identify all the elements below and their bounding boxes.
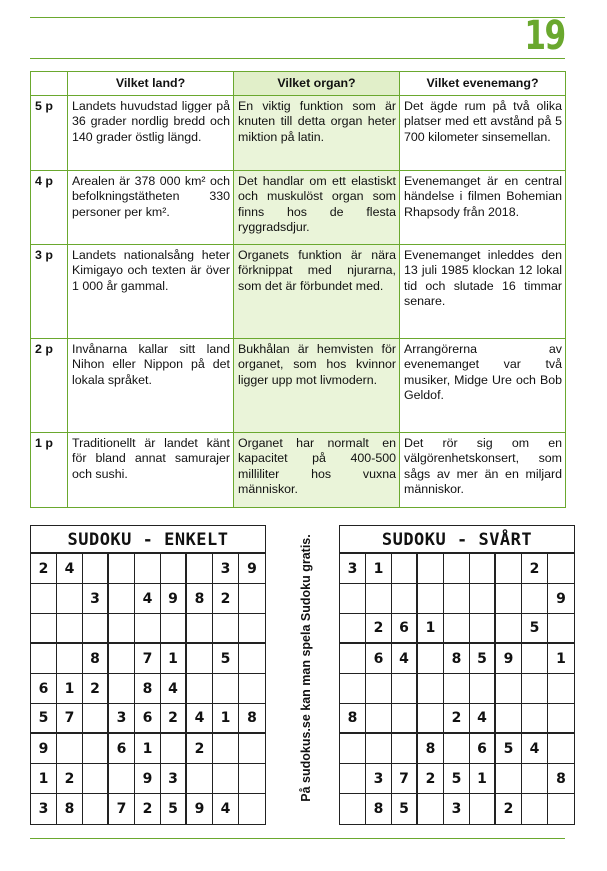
sudoku-cell[interactable] — [31, 614, 57, 644]
sudoku-cell[interactable] — [187, 614, 213, 644]
sudoku-cell[interactable]: 9 — [239, 554, 265, 584]
sudoku-cell[interactable] — [31, 644, 57, 674]
sudoku-cell[interactable] — [340, 764, 366, 794]
organ-header: Vilket organ? — [234, 72, 400, 96]
sudoku-cell[interactable] — [392, 734, 418, 764]
sudoku-cell[interactable] — [548, 614, 574, 644]
quiz-row-3p — [31, 245, 566, 339]
header-divider — [30, 58, 565, 59]
sudoku-cell[interactable] — [444, 614, 470, 644]
sudoku-cell[interactable]: 4 — [392, 644, 418, 674]
land-clue: Invånarna kallar sitt land Nihon eller Nippon på det lokala språket. — [68, 339, 234, 433]
sudoku-cell[interactable]: 3 — [31, 794, 57, 824]
sudoku-cell[interactable] — [470, 674, 496, 704]
sudoku-cell[interactable]: 8 — [340, 704, 366, 734]
sudoku-cell[interactable]: 9 — [548, 584, 574, 614]
sudoku-cell[interactable] — [392, 584, 418, 614]
sudoku-cell[interactable]: 4 — [522, 734, 548, 764]
sudoku-cell[interactable] — [366, 704, 392, 734]
sudoku-cell[interactable] — [548, 674, 574, 704]
sudoku-cell[interactable]: 9 — [161, 584, 187, 614]
sudoku-cell[interactable] — [496, 614, 522, 644]
sudoku-cell[interactable] — [522, 794, 548, 824]
sudoku-cell[interactable] — [522, 644, 548, 674]
sudoku-cell[interactable]: 4 — [57, 554, 83, 584]
sudoku-cell[interactable]: 1 — [213, 704, 239, 734]
sudoku-cell[interactable]: 4 — [213, 794, 239, 824]
sudoku-cell[interactable] — [392, 674, 418, 704]
sudoku-cell[interactable]: 8 — [239, 704, 265, 734]
sudoku-cell[interactable] — [161, 734, 187, 764]
sudoku-cell[interactable] — [366, 734, 392, 764]
sudoku-cell[interactable]: 4 — [161, 674, 187, 704]
sudoku-cell[interactable] — [392, 704, 418, 734]
sudoku-cell[interactable] — [161, 614, 187, 644]
top-divider — [30, 17, 565, 18]
sudoku-cell[interactable] — [187, 674, 213, 704]
sudoku-easy-grid — [30, 552, 266, 825]
sudoku-cell[interactable]: 4 — [187, 704, 213, 734]
sudoku-note: På sudokus.se kan man spela Sudoku gratis. — [299, 534, 313, 802]
sudoku-cell[interactable] — [239, 584, 265, 614]
sudoku-hard-title: SUDOKU - SVÅRT — [339, 525, 575, 552]
sudoku-cell[interactable] — [109, 674, 135, 704]
sudoku-cell[interactable]: 3 — [366, 764, 392, 794]
sudoku-cell[interactable] — [83, 704, 109, 734]
sudoku-cell[interactable]: 6 — [366, 644, 392, 674]
sudoku-cell[interactable]: 5 — [470, 644, 496, 674]
sudoku-cell[interactable]: 8 — [135, 674, 161, 704]
sudoku-cell[interactable]: 2 — [135, 794, 161, 824]
sudoku-cell[interactable] — [57, 644, 83, 674]
sudoku-cell[interactable] — [366, 584, 392, 614]
sudoku-cell[interactable]: 9 — [135, 764, 161, 794]
sudoku-cell[interactable] — [418, 704, 444, 734]
sudoku-cell[interactable] — [418, 554, 444, 584]
organ-clue: Det handlar om ett elastiskt och muskulöst organ som finns hos de flesta ryggradsdjur. — [234, 171, 400, 245]
land-clue: Traditionellt är landet känt för bland annat samurajer och sushi. — [68, 433, 234, 508]
sudoku-cell[interactable]: 8 — [83, 644, 109, 674]
event-header: Vilket evenemang? — [400, 72, 566, 96]
sudoku-cell[interactable] — [239, 794, 265, 824]
sudoku-cell[interactable] — [340, 614, 366, 644]
sudoku-cell[interactable] — [522, 674, 548, 704]
organ-clue: Bukhålan är hemvisten för organet, som hos kvinnor ligger upp mot livmodern. — [234, 339, 400, 433]
sudoku-cell[interactable] — [213, 764, 239, 794]
land-clue: Arealen är 378 000 km² och befolkningstätheten 330 personer per km². — [68, 171, 234, 245]
sudoku-cell[interactable]: 1 — [161, 644, 187, 674]
sudoku-cell[interactable] — [83, 734, 109, 764]
sudoku-cell[interactable]: 2 — [366, 614, 392, 644]
sudoku-cell[interactable] — [470, 584, 496, 614]
sudoku-cell[interactable]: 2 — [31, 554, 57, 584]
sudoku-cell[interactable] — [109, 764, 135, 794]
sudoku-cell[interactable]: 8 — [418, 734, 444, 764]
sudoku-cell[interactable]: 7 — [109, 794, 135, 824]
sudoku-cell[interactable] — [496, 674, 522, 704]
sudoku-cell[interactable]: 1 — [470, 764, 496, 794]
sudoku-cell[interactable]: 2 — [161, 704, 187, 734]
quiz-row-2p — [31, 339, 566, 433]
sudoku-cell[interactable] — [239, 644, 265, 674]
sudoku-cell[interactable] — [418, 644, 444, 674]
sudoku-cell[interactable]: 2 — [83, 674, 109, 704]
sudoku-cell[interactable] — [213, 674, 239, 704]
sudoku-cell[interactable] — [340, 794, 366, 824]
sudoku-cell[interactable] — [522, 584, 548, 614]
quiz-table — [30, 71, 566, 508]
sudoku-cell[interactable]: 1 — [57, 674, 83, 704]
sudoku-cell[interactable]: 5 — [392, 794, 418, 824]
sudoku-cell[interactable] — [418, 584, 444, 614]
sudoku-cell[interactable] — [239, 734, 265, 764]
sudoku-easy-title: SUDOKU - ENKELT — [30, 525, 266, 552]
sudoku-cell[interactable] — [83, 794, 109, 824]
sudoku-cell[interactable] — [496, 764, 522, 794]
sudoku-cell[interactable]: 2 — [213, 584, 239, 614]
sudoku-cell[interactable]: 2 — [418, 764, 444, 794]
event-clue: Det rör sig om en välgörenhetskonsert, som sågs av mer än en miljard människor. — [400, 433, 566, 508]
sudoku-cell[interactable]: 1 — [366, 554, 392, 584]
sudoku-cell[interactable]: 8 — [57, 794, 83, 824]
sudoku-cell[interactable] — [109, 644, 135, 674]
sudoku-cell[interactable] — [470, 614, 496, 644]
sudoku-cell[interactable] — [522, 764, 548, 794]
sudoku-cell[interactable]: 5 — [496, 734, 522, 764]
sudoku-cell[interactable]: 1 — [31, 764, 57, 794]
sudoku-cell[interactable] — [187, 764, 213, 794]
sudoku-cell[interactable] — [340, 674, 366, 704]
points-header — [31, 72, 68, 96]
sudoku-cell[interactable] — [444, 554, 470, 584]
sudoku-cell[interactable]: 1 — [135, 734, 161, 764]
quiz-row-4p — [31, 171, 566, 245]
sudoku-cell[interactable] — [340, 644, 366, 674]
sudoku-cell[interactable]: 2 — [522, 554, 548, 584]
sudoku-hard — [339, 525, 575, 825]
sudoku-cell[interactable] — [187, 644, 213, 674]
sudoku-easy — [30, 525, 266, 825]
sudoku-cell[interactable] — [444, 584, 470, 614]
sudoku-cell[interactable] — [109, 614, 135, 644]
sudoku-cell[interactable]: 5 — [31, 704, 57, 734]
sudoku-cell[interactable]: 7 — [57, 704, 83, 734]
sudoku-cell[interactable]: 2 — [496, 794, 522, 824]
sudoku-cell[interactable] — [135, 554, 161, 584]
sudoku-cell[interactable] — [418, 794, 444, 824]
sudoku-cell[interactable]: 2 — [187, 734, 213, 764]
sudoku-cell[interactable] — [213, 614, 239, 644]
sudoku-cell[interactable]: 8 — [548, 764, 574, 794]
sudoku-cell[interactable]: 7 — [135, 644, 161, 674]
sudoku-cell[interactable]: 6 — [109, 734, 135, 764]
points-label: 4 p — [31, 171, 68, 245]
sudoku-cell[interactable]: 5 — [161, 794, 187, 824]
sudoku-cell[interactable] — [496, 554, 522, 584]
sudoku-cell[interactable]: 3 — [444, 794, 470, 824]
sudoku-cell[interactable]: 1 — [418, 614, 444, 644]
sudoku-cell[interactable] — [392, 554, 418, 584]
sudoku-cell[interactable] — [548, 734, 574, 764]
sudoku-cell[interactable] — [83, 764, 109, 794]
sudoku-cell[interactable] — [522, 704, 548, 734]
sudoku-cell[interactable] — [83, 554, 109, 584]
sudoku-cell[interactable]: 3 — [109, 704, 135, 734]
sudoku-cell[interactable]: 5 — [213, 644, 239, 674]
land-clue: Landets nationalsång heter Kimigayo och texten är över 1 000 år gammal. — [68, 245, 234, 339]
sudoku-cell[interactable] — [135, 614, 161, 644]
event-clue: Evenemanget inleddes den 13 juli 1985 klockan 12 lokal tid och slutade 16 timmar senare. — [400, 245, 566, 339]
sudoku-cell[interactable]: 9 — [496, 644, 522, 674]
sudoku-cell[interactable] — [57, 614, 83, 644]
sudoku-cell[interactable]: 9 — [31, 734, 57, 764]
sudoku-cell[interactable] — [31, 584, 57, 614]
sudoku-cell[interactable] — [213, 734, 239, 764]
organ-clue: En viktig funktion som är knuten till detta organ heter miktion på latin. — [234, 96, 400, 171]
sudoku-cell[interactable] — [57, 584, 83, 614]
sudoku-cell[interactable]: 8 — [444, 644, 470, 674]
sudoku-cell[interactable] — [340, 734, 366, 764]
sudoku-cell[interactable]: 3 — [213, 554, 239, 584]
sudoku-cell[interactable] — [239, 674, 265, 704]
sudoku-cell[interactable]: 2 — [57, 764, 83, 794]
sudoku-cell[interactable] — [239, 614, 265, 644]
points-label: 1 p — [31, 433, 68, 508]
sudoku-cell[interactable]: 6 — [470, 734, 496, 764]
sudoku-cell[interactable] — [109, 584, 135, 614]
event-clue: Det ägde rum på två olika platser med ett avstånd på 5 700 kilometer sinsemellan. — [400, 96, 566, 171]
sudoku-cell[interactable]: 9 — [187, 794, 213, 824]
sudoku-cell[interactable] — [496, 584, 522, 614]
points-label: 5 p — [31, 96, 68, 171]
sudoku-cell[interactable]: 1 — [548, 644, 574, 674]
points-label: 2 p — [31, 339, 68, 433]
sudoku-cell[interactable] — [548, 554, 574, 584]
sudoku-cell[interactable] — [470, 794, 496, 824]
sudoku-cell[interactable]: 6 — [31, 674, 57, 704]
event-clue: Arrangörerna av evenemanget var två musiker, Midge Ure och Bob Geldof. — [400, 339, 566, 433]
sudoku-cell[interactable] — [548, 704, 574, 734]
sudoku-cell[interactable]: 8 — [187, 584, 213, 614]
sudoku-cell[interactable] — [83, 614, 109, 644]
quiz-row-5p — [31, 96, 566, 171]
sudoku-cell[interactable]: 2 — [444, 704, 470, 734]
page-number: 19 — [524, 13, 565, 59]
sudoku-hard-grid — [339, 552, 575, 825]
sudoku-cell[interactable] — [161, 554, 187, 584]
sudoku-cell[interactable] — [366, 674, 392, 704]
quiz-header-row — [31, 72, 566, 96]
sudoku-cell[interactable] — [444, 734, 470, 764]
sudoku-cell[interactable]: 3 — [83, 584, 109, 614]
points-label: 3 p — [31, 245, 68, 339]
sudoku-cell[interactable]: 3 — [161, 764, 187, 794]
land-clue: Landets huvudstad ligger på 36 grader nordlig bredd och 140 grader östlig längd. — [68, 96, 234, 171]
sudoku-cell[interactable] — [418, 674, 444, 704]
event-clue: Evenemanget är en central händelse i filmen Bohemian Rhapsody från 2018. — [400, 171, 566, 245]
land-header: Vilket land? — [68, 72, 234, 96]
sudoku-cell[interactable] — [340, 584, 366, 614]
sudoku-cell[interactable] — [57, 734, 83, 764]
sudoku-cell[interactable] — [109, 554, 135, 584]
quiz-row-1p — [31, 433, 566, 508]
sudoku-cell[interactable]: 6 — [135, 704, 161, 734]
bottom-divider — [30, 838, 565, 839]
sudoku-cell[interactable] — [239, 764, 265, 794]
sudoku-cell[interactable] — [444, 674, 470, 704]
organ-clue: Organets funktion är nära förknippat med njurarna, som det är förbundet med. — [234, 245, 400, 339]
sudoku-cell[interactable]: 4 — [470, 704, 496, 734]
sudoku-cell[interactable] — [187, 554, 213, 584]
sudoku-cell[interactable] — [470, 554, 496, 584]
sudoku-cell[interactable]: 8 — [366, 794, 392, 824]
organ-clue: Organet har normalt en kapacitet på 400-500 milliliter hos vuxna människor. — [234, 433, 400, 508]
sudoku-cell[interactable]: 7 — [392, 764, 418, 794]
sudoku-cell[interactable]: 4 — [135, 584, 161, 614]
sudoku-cell[interactable]: 5 — [522, 614, 548, 644]
sudoku-cell[interactable] — [496, 704, 522, 734]
sudoku-cell[interactable]: 6 — [392, 614, 418, 644]
sudoku-cell[interactable]: 5 — [444, 764, 470, 794]
sudoku-cell[interactable]: 3 — [340, 554, 366, 584]
sudoku-cell[interactable] — [548, 794, 574, 824]
